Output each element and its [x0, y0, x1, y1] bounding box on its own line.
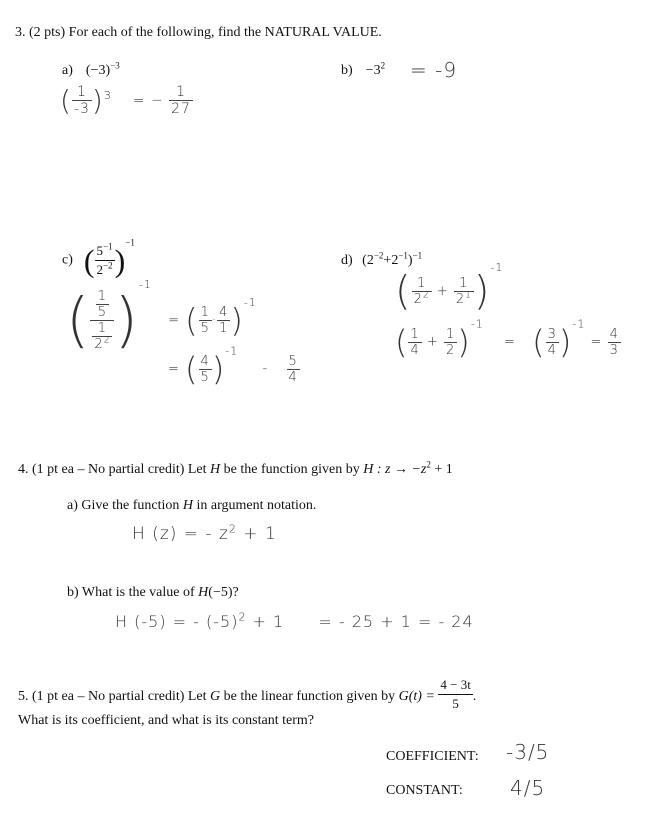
q3d-problem: d) $(2^{-2}+2^{-1})^{-1}$	[341, 250, 423, 268]
q5-frac-den: 5	[452, 696, 459, 711]
q4b-hw-exp: 2	[238, 610, 247, 624]
q3a-label: a)	[62, 63, 73, 78]
q4b-h: H	[198, 585, 209, 600]
q3c-den-base: 2	[96, 262, 104, 277]
q3d-hw-r-exp: -1	[572, 317, 586, 331]
q4a-question	[67, 497, 316, 515]
q3d-hw-l1-a-den: 2	[413, 292, 423, 307]
q4b-hw-pre: H (-5) = - (-5)	[115, 612, 239, 631]
q3d-hw-eq1: =	[503, 334, 516, 350]
q3d-hw-final-den: 3	[609, 342, 619, 358]
q5-heading-mid: be the linear function given by	[220, 689, 399, 704]
q3c-hw-l2-rden: 4	[288, 369, 298, 385]
q3b-exp: 2	[380, 60, 386, 71]
q3c-hw-dot: ·	[211, 313, 218, 328]
q3a-hw-eq: =	[132, 92, 146, 109]
q3d-hw-final-num: 4	[609, 326, 619, 342]
q3c-hw-den-exp: 2	[103, 335, 111, 346]
q5-constant-label: CONSTANT:	[386, 783, 463, 798]
q4-heading-exp: 2	[426, 459, 431, 470]
q3b-handwritten-answer: = -9	[410, 58, 458, 82]
q3a-hw-rhs-den: 27	[171, 101, 191, 117]
q3c-hw-eq2: =	[168, 361, 180, 377]
q3c-hw-l2-num: 4	[200, 353, 210, 369]
q5-coefficient-answer: -3/5	[506, 740, 550, 764]
q4-heading-h: H	[210, 462, 221, 477]
q3d-b-base: 2	[391, 253, 399, 268]
q4a-hw-exp: 2	[228, 522, 237, 536]
q3a-base: (−3)	[85, 63, 111, 78]
q3a-hw-rhs-num: 1	[169, 84, 193, 101]
q4a-hw-post: + 1	[236, 524, 277, 544]
q4-heading-map: H : z → −z	[363, 462, 427, 477]
q4b-post: (−5)?	[208, 585, 239, 600]
q3d-hw-l2-b-den: 2	[445, 342, 456, 358]
q3c-hw-f1-den: 5	[200, 321, 210, 336]
q5-heading-g: G	[210, 689, 221, 704]
q3d-hw-l2-a-den: 4	[410, 342, 420, 358]
q4b-handwritten-answer	[115, 612, 474, 631]
q3d-plus: +	[383, 253, 392, 268]
q3c-hw-f2-den: 1	[219, 321, 229, 336]
q3d-hw-l1-b-den: 2	[455, 292, 466, 307]
q3a-problem	[62, 62, 120, 80]
q3-heading: 3. (2 pts) For each of the following, find the NATURAL VALUE.	[15, 25, 382, 40]
q3d-hw-l2-b-num: 1	[445, 326, 456, 342]
q3d-hw-l1-plus: +	[436, 284, 449, 299]
q3a-hw-lhs-num: 1	[72, 84, 92, 101]
q3d-outer-exp: −1	[412, 250, 423, 261]
q5-question: What is its coefficient, and what is its constant term?	[18, 713, 314, 728]
q3d-hw-l1-exp: -1	[490, 261, 504, 274]
q3a-handwritten-work: ( $\frac{1}{-3}$ )$^3$ = − $\frac{1}{27}$	[60, 84, 191, 117]
q3d-hw-line1: ( $\frac{1}{2^2}$ + $\frac{1}{2^1}$ )$^{-1}$	[395, 261, 504, 315]
q5-heading-end: .	[472, 689, 477, 704]
q3c-hw-eq1: =	[168, 313, 181, 328]
q5-heading	[18, 676, 476, 713]
q3d-hw-l2-a-num: 1	[410, 326, 420, 342]
q3d-hw-l1-b-num: 1	[454, 276, 474, 292]
q5-coefficient-label: COEFFICIENT:	[386, 749, 479, 764]
q3d-hw-r-num: 3	[547, 326, 557, 342]
q4-heading	[18, 461, 453, 479]
q3c-hw-sub-den: 5	[97, 305, 108, 320]
q4-heading-tail: + 1	[430, 462, 453, 477]
q3d-hw-l1-b-exp: 1	[465, 290, 472, 301]
q3c-hw-l2-exp: -1	[225, 344, 239, 358]
q3d-hw-l1-a-num: 1	[412, 276, 432, 292]
q3c-num-base: 5	[96, 243, 104, 258]
q3c-hw-line1: ( $\frac{\frac{1}{5}}{\frac{1}{2^2}}$ )$^{-1}$ = ( $\frac{1}{5}$ · $\frac{4}{1}$ )$^{-1}$	[66, 278, 257, 356]
q3b-label: b)	[341, 63, 353, 78]
q4a-post: in argument notation.	[192, 498, 317, 513]
q3d-hw-l1-a-exp: 2	[422, 290, 430, 301]
q3c-hw-exp: -1	[138, 278, 152, 291]
q4a-pre: a) Give the function	[67, 498, 183, 513]
q3a-exp: −3	[110, 60, 120, 71]
q3c-hw-sub-num: 1	[97, 289, 108, 304]
q5-frac-num: 4 − 3t	[438, 676, 472, 695]
q3c-label: c)	[62, 252, 73, 268]
q4b-pre: b) What is the value of	[67, 585, 199, 600]
q4b-hw-tail: = - 25 + 1 = - 24	[318, 612, 474, 631]
q3c-outer-exp: −1	[125, 237, 135, 248]
q3d-hw-line2: ( $\frac{1}{4}$ + $\frac{1}{2}$ )$^{-1}$ = ( $\frac{3}{4}$ )$^{-1}$ = $\frac{4}{3}$	[395, 317, 619, 361]
q3c-hw-l2-rnum: 5	[288, 353, 298, 369]
q3d-label: d)	[341, 253, 353, 268]
q3d-hw-l2-plus: +	[426, 334, 439, 350]
q3a-hw-sign: −	[150, 92, 164, 109]
q3c-hw-line2: = ( $\frac{4}{5}$ )$^{-1}$ - $\frac{5}{4}$	[168, 344, 298, 388]
q5-heading-pre: 5. (1 pt ea – No partial credit) Let	[18, 689, 211, 704]
q3c-hw-exp2: -1	[243, 296, 257, 309]
q4b-hw-post: + 1	[246, 612, 285, 631]
q3c-den-exp: −2	[103, 260, 113, 271]
q3d-hw-r-den: 4	[547, 342, 557, 358]
q3c-hw-f1-num: 1	[200, 305, 210, 320]
q4-heading-pre: 4. (1 pt ea – No partial credit) Let	[18, 462, 211, 477]
q3a-hw-exp: 3	[103, 88, 112, 102]
q3c-hw-l2-dash: -	[262, 361, 269, 377]
q3c-problem: c) ( $\frac{5^{-1}}{2^{-2}}$ )$^{-1}$	[62, 237, 135, 279]
q4b-question	[67, 584, 239, 602]
q3b-problem	[341, 62, 385, 80]
q5-constant-answer: 4/5	[510, 776, 546, 800]
q3c-hw-l2-den: 5	[200, 369, 210, 385]
q4a-h: H	[182, 498, 193, 513]
q3c-hw-den-num: 1	[92, 321, 112, 337]
q5-heading-fn: G(t) =	[398, 689, 435, 704]
q3d-hw-eq2: =	[590, 334, 603, 350]
q3c-hw-f2-num: 4	[219, 305, 229, 320]
q3d-a-exp: −2	[373, 250, 384, 261]
q3c-num-exp: −1	[103, 241, 113, 252]
q4a-hw-pre: H (z) = - z	[132, 524, 229, 544]
q3d-hw-l2-exp: -1	[470, 317, 484, 331]
q3a-hw-lhs-den: -3	[73, 101, 90, 117]
q3c-hw-den-den: 2	[94, 337, 104, 352]
q4a-handwritten-answer	[132, 524, 277, 544]
q4-heading-mid: be the function given by	[220, 462, 364, 477]
q3b-base: −3	[365, 63, 381, 78]
q3d-b-exp: −1	[398, 250, 408, 261]
q3d-a-base: 2	[366, 253, 374, 268]
